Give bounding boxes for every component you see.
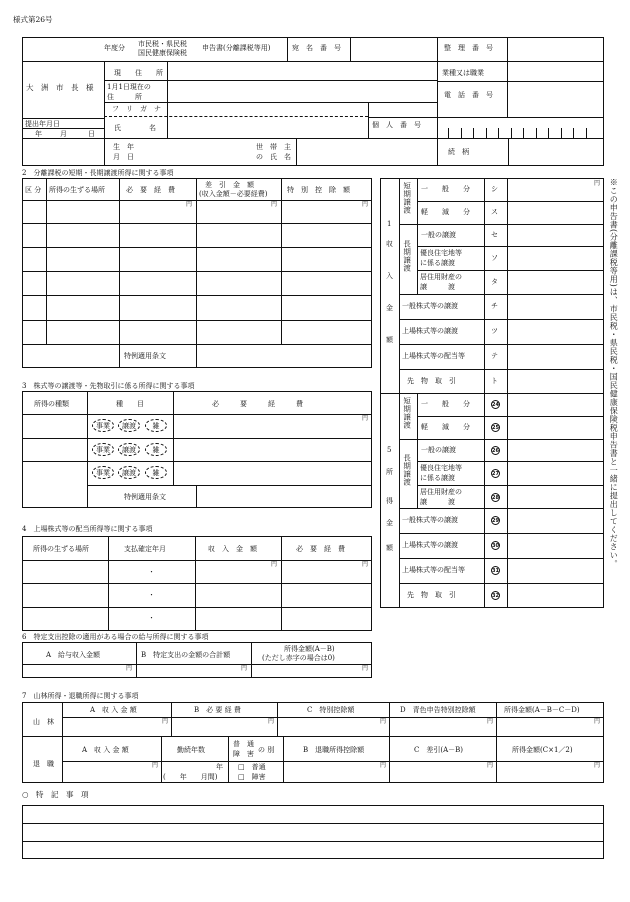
sec2-hitsuyo-cells[interactable] [120, 210, 195, 343]
circled-number: 31 [492, 568, 499, 574]
sec2-col-kubun: 区 分 [25, 186, 42, 194]
income-section5-char: 得 [386, 497, 393, 505]
income-amount-cells[interactable] [508, 394, 603, 607]
jan1-label-b: 住 所 [107, 93, 142, 101]
income-row-label: 上場株式等の譲渡 [402, 327, 458, 335]
income-section1-char: 収 [386, 240, 393, 248]
circled-number: 30 [492, 543, 499, 549]
income-row-label: 上場株式等の譲渡 [402, 541, 458, 549]
kinzoku-year-label: 年 [216, 763, 223, 771]
date-separator: ・ [148, 614, 155, 622]
address-field[interactable] [168, 62, 436, 79]
circled-number: 26 [492, 448, 499, 454]
sec2-col-sashihiki-b: (収入金額－必要経費) [199, 190, 268, 198]
genjusho-label: 現 住 所 [114, 69, 163, 77]
zokugara-field[interactable] [509, 139, 603, 165]
income-section1-char: 金 [386, 304, 393, 312]
sec6-col-b: B 特定支出の金額の合計額 [141, 651, 231, 659]
date-separator: ・ [148, 568, 155, 576]
income-row-label: 居住用財産の [420, 273, 462, 281]
income-row-label: 居住用財産の [420, 488, 462, 496]
zatsu-option[interactable]: 雑 [145, 443, 167, 456]
tanki-label: 短期譲渡 [402, 397, 412, 429]
yen-mark: 円 [594, 762, 601, 769]
teishutsu-label: 提出年月日 [25, 120, 60, 128]
yen-mark: 円 [241, 665, 248, 672]
circled-number: 29 [492, 518, 499, 524]
sec3-hitsuyo-cells[interactable] [174, 424, 371, 484]
zokugara-label: 続 柄 [448, 148, 469, 156]
kana-code: ト [491, 377, 498, 385]
sec2-tokubetsu-cells[interactable] [282, 210, 371, 343]
sec4-col-kakutei: 支払確定年月 [124, 545, 166, 553]
birth-label-b: 月 日 [113, 153, 134, 161]
income-row-label: 一般株式等の譲渡 [402, 302, 458, 310]
sanrin-b-field[interactable] [172, 718, 276, 735]
sec3-col-shurui: 所得の種類 [34, 400, 69, 408]
kana-code: シ [491, 185, 498, 193]
income-section5-label: 5 [387, 446, 392, 454]
kyuyo-shunyu-field[interactable] [23, 665, 135, 677]
income-row-label: に係る譲渡 [420, 259, 455, 267]
tax-label-2: 国民健康保険税 [138, 49, 187, 57]
income-section1-label: 1 [387, 220, 392, 228]
shogai-checkbox[interactable]: □ 障害 [238, 773, 266, 781]
seiri-field[interactable] [508, 37, 603, 61]
date-year-label: 年 [35, 130, 42, 138]
sec4-shunyu-cells[interactable] [196, 569, 280, 630]
futsu-checkbox[interactable]: □ 普通 [238, 763, 266, 771]
sec4-basho-cells[interactable] [23, 561, 107, 630]
sanrin-col-a: A 収 入 金 額 [90, 706, 137, 714]
kojin-number-field[interactable] [448, 128, 598, 138]
sanrin-col-b: B 必 要 経 費 [194, 706, 241, 714]
kana-code: チ [491, 302, 498, 310]
joto-option[interactable]: 譲渡 [118, 419, 140, 432]
sec4-col-hitsuyo: 必 要 経 費 [296, 545, 345, 553]
kana-code: ス [491, 208, 498, 216]
jan1-label-a: 1月1日現在の [107, 83, 151, 91]
zatsu-option[interactable]: 雑 [145, 466, 167, 479]
yen-mark: 円 [380, 762, 387, 769]
taishoku-b-field[interactable] [284, 770, 388, 782]
tokki-title: ○ 特 記 事 項 [22, 790, 89, 799]
taishoku-e-field[interactable] [497, 770, 603, 782]
income-row-label: 軽 減 分 [421, 423, 470, 431]
yen-mark: 円 [268, 718, 275, 725]
taishoku-col-c: C 差引(A－B) [414, 746, 464, 754]
yen-mark: 円 [152, 762, 159, 769]
income-row-label: 譲 渡 [420, 498, 455, 506]
yen-mark: 円 [362, 415, 369, 422]
taishoku-col-kinzoku: 勤続年数 [177, 746, 205, 754]
yen-mark: 円 [126, 665, 133, 672]
income-row-label: 優良住宅地等 [420, 249, 462, 257]
income-row-label: 上場株式等の配当等 [402, 352, 465, 360]
atena-label: 宛 名 番 号 [292, 44, 341, 52]
sec7-title: 7 山林所得・退職所得に関する事項 [22, 692, 139, 700]
kana-code: テ [491, 352, 498, 360]
sec6-col-a: A 給与収入金額 [46, 651, 101, 659]
phone-field[interactable] [508, 82, 603, 116]
sanrin-col-e: 所得金額(A－B－C－D) [504, 706, 580, 714]
sec2-col-sashihiki-a: 差 引 金 額 [205, 181, 254, 189]
income-row-label: 一 般 分 [421, 185, 470, 193]
denwa-label: 電 話 番 号 [444, 91, 493, 99]
income-row-label: 先 物 取 引 [407, 377, 456, 385]
form-number: 様式第26号 [13, 15, 53, 24]
taishoku-col-b: B 退職所得控除額 [303, 746, 365, 754]
name-field[interactable] [168, 117, 368, 137]
income-row-label: 一般の譲渡 [421, 231, 456, 239]
choki-label: 長期譲渡 [402, 454, 412, 486]
kana-code: セ [491, 231, 498, 239]
sec3-col-shumoku: 種 目 [116, 400, 144, 408]
circled-number: 32 [492, 593, 499, 599]
taishoku-col-e: 所得金額(C×1／2) [512, 746, 573, 754]
taishoku-futsu-label: 普 通 [233, 740, 254, 748]
gyoshu-label: 業種又は職業 [442, 69, 484, 77]
sec3-shurui-cells[interactable] [23, 415, 86, 484]
setai-label-a: 世 帯 主 [256, 143, 291, 151]
joto-option[interactable]: 譲渡 [118, 443, 140, 456]
date-month-label: 月 [60, 130, 67, 138]
income-row-label: 上場株式等の配当等 [402, 566, 465, 574]
sec2-tokurei-field[interactable] [197, 345, 371, 367]
yen-mark: 円 [594, 718, 601, 725]
income-row-label: 譲 渡 [420, 283, 455, 291]
income-row-label: 先 物 取 引 [407, 591, 456, 599]
sec4-col-shunyu: 収 入 金 額 [208, 545, 257, 553]
sec2-tokurei-label: 特例適用条文 [124, 352, 166, 360]
circled-number: 24 [492, 402, 499, 408]
circled-number: 28 [492, 495, 499, 501]
income-row-label: 一般の譲渡 [421, 446, 456, 454]
jigyo-option[interactable]: 事業 [92, 443, 114, 456]
sanrin-col-c: C 特別控除額 [307, 706, 355, 714]
sec3-title: 3 株式等の譲渡等・先物取引に係る所得に関する事項 [22, 382, 195, 390]
seiri-label: 整 理 番 号 [444, 44, 493, 52]
submission-note: ※この申告書(分離課税等用)は、市民税・県民税・国民健康保険税申告書と一緒に提出してください。 [609, 178, 619, 568]
sec6-col-c-b: (ただし赤字の場合は0) [262, 654, 335, 662]
setai-label-b: の 氏 名 [256, 153, 291, 161]
setai-name-field[interactable] [297, 139, 436, 165]
sec3-tokurei-field[interactable] [197, 486, 371, 507]
birthdate-field[interactable] [141, 139, 246, 165]
zatsu-option[interactable]: 雑 [145, 419, 167, 432]
yen-mark: 円 [487, 762, 494, 769]
taishoku-label: 退 職 [33, 760, 54, 768]
kana-code: ツ [491, 327, 498, 335]
date-separator: ・ [148, 591, 155, 599]
income-row-label: 軽 減 分 [421, 208, 470, 216]
yen-mark: 円 [362, 561, 369, 568]
income-amount-cells[interactable] [508, 179, 603, 392]
yen-mark: 円 [594, 180, 601, 187]
kana-code: タ [491, 278, 498, 286]
sec4-title: 4 上場株式等の配当所得等に関する事項 [22, 525, 153, 533]
shimei-label: 氏 名 [114, 124, 156, 132]
occupation-field[interactable] [508, 62, 603, 81]
furigana-label: フ リ ガ ナ [112, 105, 161, 113]
sec2-col-tokubetsu: 特 別 控 除 額 [287, 186, 350, 194]
sec3-tokurei-label: 特例適用条文 [124, 493, 166, 501]
income-row-label: 一 般 分 [421, 400, 470, 408]
sec2-col-basho: 所得の生ずる場所 [49, 186, 105, 194]
date-day-label: 日 [88, 130, 95, 138]
sec2-col-hitsuyo: 必 要 経 費 [126, 186, 175, 194]
choki-label: 長期譲渡 [402, 240, 412, 272]
yen-mark: 円 [271, 561, 278, 568]
kojin-label: 個 人 番 号 [372, 121, 421, 129]
sanrin-label: 山 林 [33, 718, 54, 726]
circled-number: 27 [492, 471, 499, 477]
income-row-label: に係る譲渡 [420, 474, 455, 482]
income-row-label: 一般株式等の譲渡 [402, 516, 458, 524]
sec4-hitsuyo-cells[interactable] [282, 569, 371, 630]
sanrin-c-field[interactable] [278, 718, 388, 735]
sanrin-col-d: D 青色申告特別控除額 [400, 706, 476, 714]
sec4-col-basho: 所得の生ずる場所 [33, 545, 89, 553]
furigana-field[interactable] [168, 103, 368, 115]
tanki-label: 短期譲渡 [402, 182, 412, 214]
income-section1-char: 額 [386, 336, 393, 344]
sec2-basho-cells[interactable] [47, 201, 118, 343]
jigyo-option[interactable]: 事業 [92, 419, 114, 432]
income-section5-char: 金 [386, 519, 393, 527]
sec6-col-c-a: 所得金額(A－B) [284, 645, 335, 653]
sanrin-d-field[interactable] [390, 718, 495, 735]
sec2-kubun-cells[interactable] [23, 201, 45, 343]
tokutei-shishutsu-field[interactable] [137, 665, 250, 677]
sec2-title: 2 分離課税の短期・長期譲渡所得に関する事項 [22, 169, 174, 177]
yen-mark: 円 [186, 201, 193, 208]
sec3-col-hitsuyo: 必 要 経 費 [212, 400, 303, 408]
sec2-sashihiki-cells[interactable] [197, 210, 280, 343]
form-title: 申告書(分離課税等用) [202, 44, 271, 52]
sanrin-e-field[interactable] [497, 718, 603, 735]
circled-number: 25 [492, 425, 499, 431]
tax-label-1: 市民税・県民税 [138, 40, 187, 48]
yen-mark: 円 [362, 201, 369, 208]
taishoku-a-field[interactable] [63, 770, 160, 782]
yen-mark: 円 [162, 718, 169, 725]
yen-mark: 円 [380, 718, 387, 725]
sanrin-a-field[interactable] [63, 718, 170, 735]
jigyo-option[interactable]: 事業 [92, 466, 114, 479]
taishoku-col-a: A 収 入 金 額 [82, 746, 129, 754]
yen-mark: 円 [362, 665, 369, 672]
income-section1-char: 入 [386, 272, 393, 280]
sec6-title: 6 特定支出控除の適用がある場合の給与所得に関する事項 [22, 633, 209, 641]
taishoku-betsu-label: の 別 [258, 746, 275, 754]
birth-label-a: 生 年 [113, 143, 134, 151]
yen-mark: 円 [271, 201, 278, 208]
income-row-label: 優良住宅地等 [420, 464, 462, 472]
joto-option[interactable]: 譲渡 [118, 466, 140, 479]
income-section5-char: 額 [386, 544, 393, 552]
atena-field[interactable] [351, 37, 437, 61]
tokki-box[interactable] [22, 805, 604, 859]
sec6-shotoku-field[interactable] [252, 665, 371, 677]
kana-code: ソ [491, 254, 498, 262]
kinzoku-period-label: ( 年 月間) [163, 773, 218, 781]
taishoku-c-field[interactable] [390, 770, 495, 782]
yen-mark: 円 [487, 718, 494, 725]
income-section5-char: 所 [386, 468, 393, 476]
nendo-label: 年度分 [104, 44, 125, 52]
jan1-address-field[interactable] [168, 81, 436, 101]
taishoku-shogai-label: 障 害 [233, 750, 254, 758]
mayor-label: 大 洲 市 長 様 [26, 83, 94, 92]
